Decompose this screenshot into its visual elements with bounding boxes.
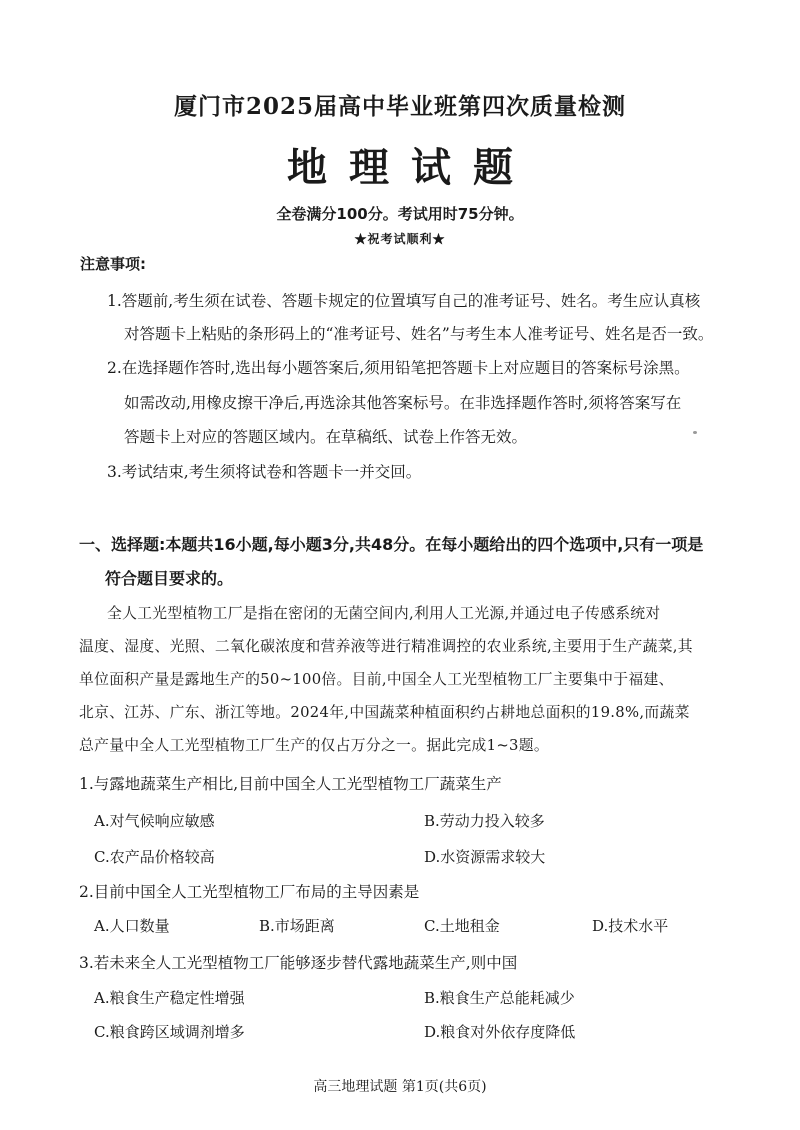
subject-title: 地理试题 <box>287 144 535 191</box>
question-2-option-d: D.技术水平 <box>592 917 669 935</box>
notice-item-2-line-1: 2.在选择题作答时,选出每小题答案后,须用铅笔把答题卡上对应题目的答案标号涂黑。 <box>107 359 690 377</box>
notice-item-3-line-1: 3.考试结束,考生须将试卷和答题卡一并交回。 <box>107 463 422 481</box>
question-2-option-b: B.市场距离 <box>259 917 335 935</box>
scan-speck <box>693 431 697 434</box>
question-1-option-c: C.农产品价格较高 <box>94 848 215 866</box>
question-3-option-d: D.粮食对外依存度降低 <box>424 1023 576 1041</box>
question-3-option-a: A.粮食生产稳定性增强 <box>94 989 245 1007</box>
question-3-stem: 3.若未来全人工光型植物工厂能够逐步替代露地蔬菜生产,则中国 <box>79 954 518 972</box>
blessing-line: ★祝考试顺利★ <box>354 232 446 246</box>
passage-line-1: 全人工光型植物工厂是指在密闭的无菌空间内,利用人工光源,并通过电子传感系统对 <box>107 605 661 622</box>
question-1-option-d: D.水资源需求较大 <box>424 848 546 866</box>
exam-title: 厦门市2025届高中毕业班第四次质量检测 <box>173 93 626 120</box>
question-2-option-a: A.人口数量 <box>94 917 170 935</box>
question-2-stem: 2.目前中国全人工光型植物工厂布局的主导因素是 <box>79 883 420 901</box>
notice-heading: 注意事项: <box>80 255 146 273</box>
question-1-option-a: A.对气候响应敏感 <box>94 812 215 830</box>
notice-item-2-line-3: 答题卡上对应的答题区域内。在草稿纸、试卷上作答无效。 <box>124 428 528 446</box>
notice-item-1-line-2: 对答题卡上粘贴的条形码上的“准考证号、姓名”与考生本人准考证号、姓名是否一致。 <box>124 325 714 343</box>
question-1-stem: 1.与露地蔬菜生产相比,目前中国全人工光型植物工厂蔬菜生产 <box>79 775 502 793</box>
question-1-option-b: B.劳动力投入较多 <box>424 812 545 830</box>
score-info: 全卷满分100分。考试用时75分钟。 <box>276 205 524 223</box>
passage-line-5: 总产量中全人工光型植物工厂生产的仅占万分之一。据此完成1~3题。 <box>79 737 549 754</box>
passage-line-2: 温度、湿度、光照、二氧化碳浓度和营养液等进行精准调控的农业系统,主要用于生产蔬菜,其 <box>79 638 693 655</box>
section-heading-line-1: 一、选择题:本题共16小题,每小题3分,共48分。在每小题给出的四个选项中,只有一项是 <box>79 535 704 554</box>
notice-item-1-line-1: 1.答题前,考生须在试卷、答题卡规定的位置填写自己的准考证号、姓名。考生应认真核 <box>107 292 701 310</box>
passage-line-3: 单位面积产量是露地生产的50~100倍。目前,中国全人工光型植物工厂主要集中于福建、 <box>79 671 674 688</box>
question-3-option-b: B.粮食生产总能耗减少 <box>424 989 575 1007</box>
question-2-option-c: C.土地租金 <box>424 917 500 935</box>
notice-item-2-line-2: 如需改动,用橡皮擦干净后,再选涂其他答案标号。在非选择题作答时,须将答案写在 <box>124 394 682 412</box>
section-heading-line-2: 符合题目要求的。 <box>105 569 234 588</box>
question-3-option-c: C.粮食跨区域调剂增多 <box>94 1023 245 1041</box>
page-footer: 高三地理试题 第1页(共6页) <box>313 1079 487 1095</box>
passage-line-4: 北京、江苏、广东、浙江等地。2024年,中国蔬菜种植面积约占耕地总面积的19.8%,而蔬菜 <box>79 704 690 721</box>
